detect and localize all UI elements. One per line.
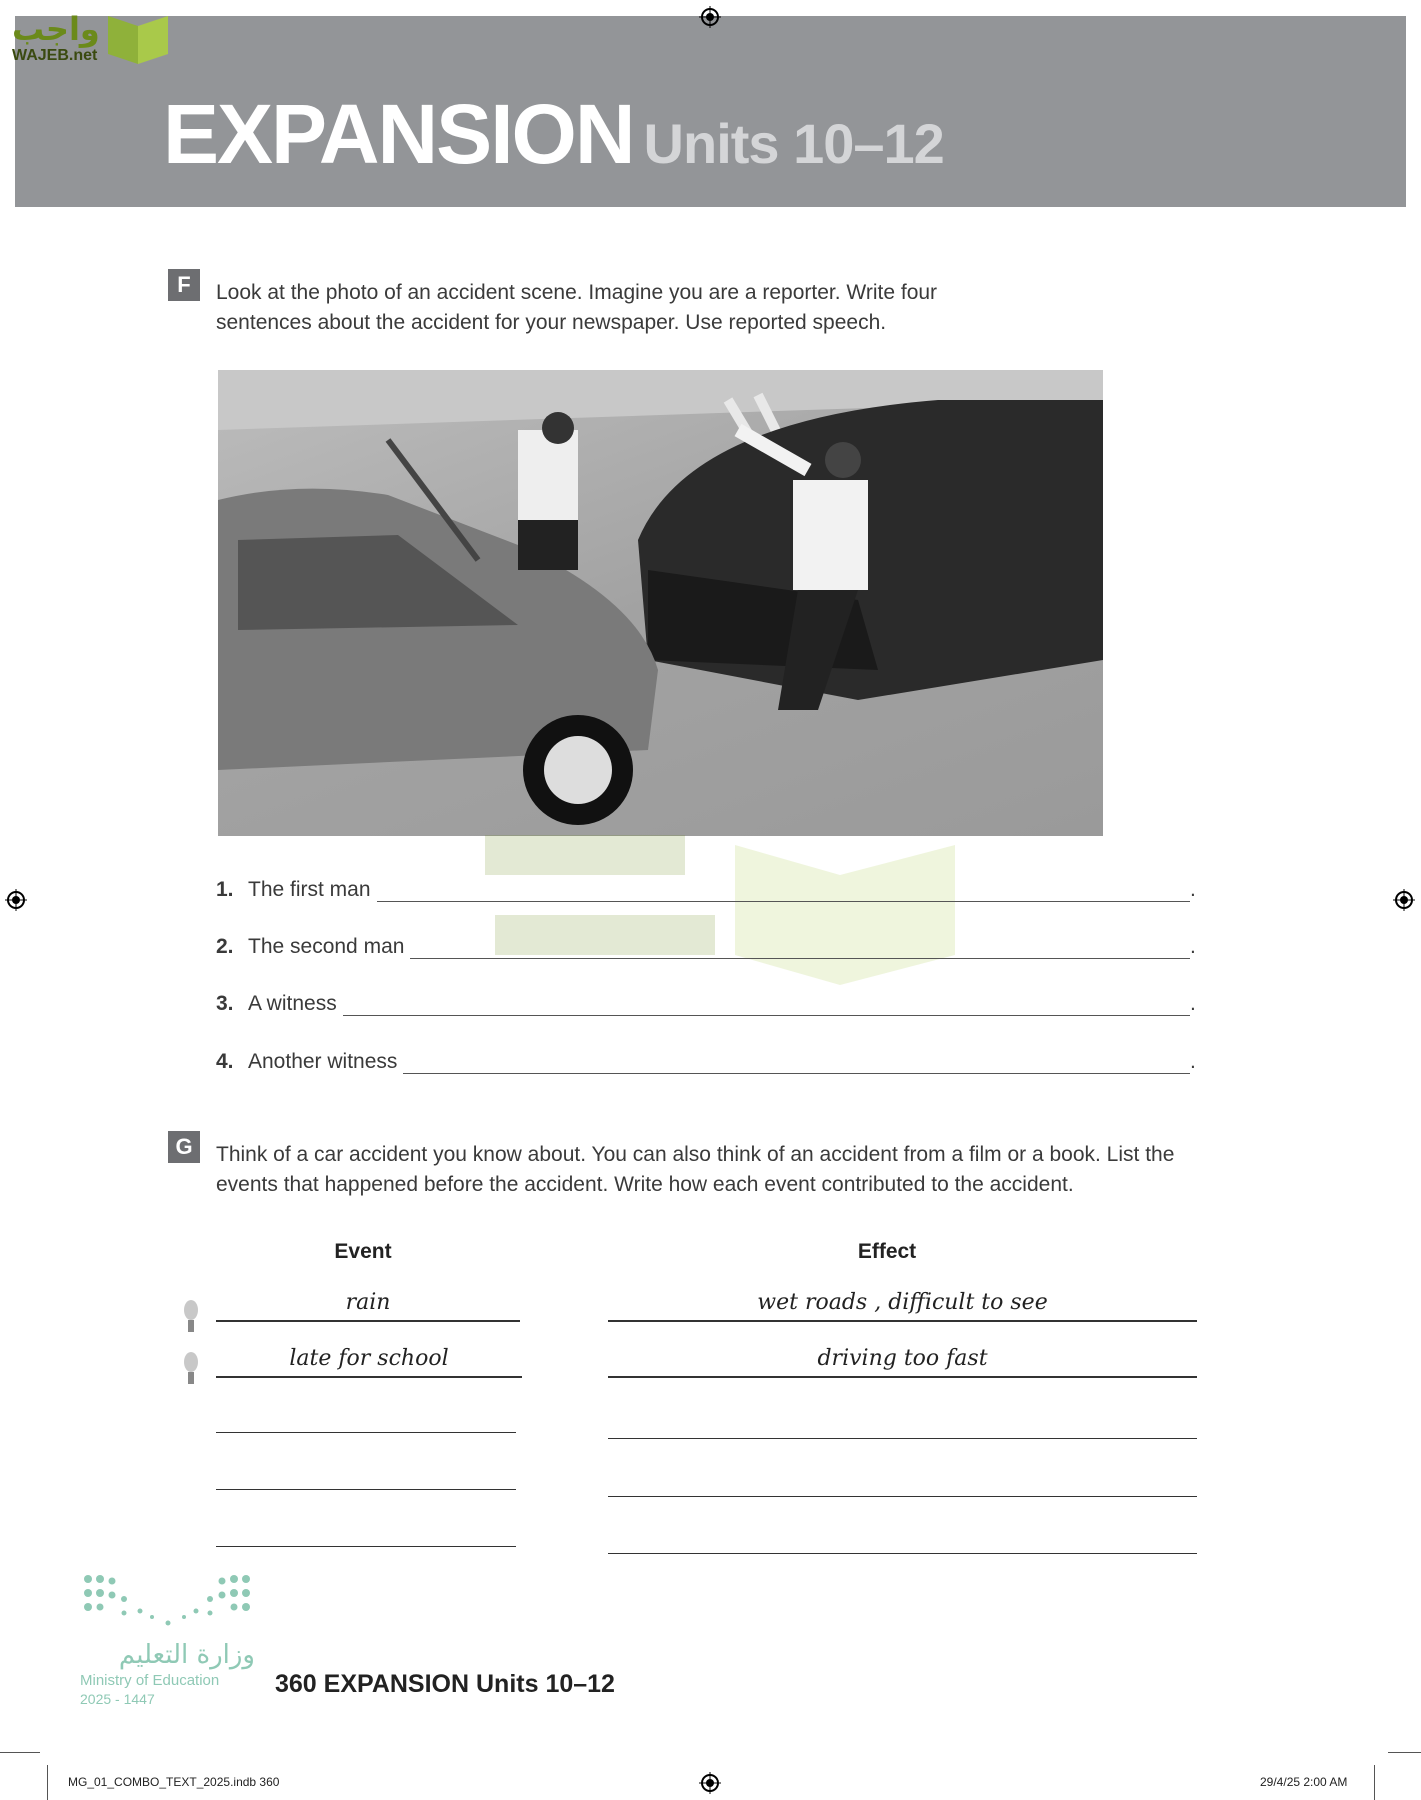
event-column-header: Event [334, 1240, 392, 1263]
wajeb-logo [10, 4, 190, 71]
crop-mark [1374, 1765, 1375, 1800]
answer-line-1[interactable] [377, 877, 1190, 902]
exercise-badge-f: F [168, 269, 200, 301]
lightbulb-icon [184, 1352, 198, 1386]
effect-field-5[interactable] [608, 1519, 1197, 1554]
registration-mark-icon [699, 1772, 721, 1799]
answer-line-3[interactable] [343, 991, 1190, 1016]
page-title: EXPANSION Units 10–12 [163, 87, 944, 181]
exercise-badge-g: G [168, 1131, 200, 1163]
crop-mark [0, 1752, 40, 1753]
ministry-name-ar: وزارة التعليم [118, 1640, 255, 1670]
ministry-logo [80, 1573, 260, 1707]
effect-column-header: Effect [857, 1240, 917, 1263]
sentence-item-3: 3. A witness . [216, 992, 1196, 1015]
event-field-2[interactable]: late for school [216, 1342, 522, 1378]
lightbulb-icon [184, 1300, 198, 1334]
registration-mark-icon [1393, 889, 1415, 916]
event-field-3[interactable] [216, 1398, 516, 1433]
exercise-g-instruction: Think of a car accident you know about. You can also think of an accident from a film or a book. List the events that happened before the accident. Write how each event contributed to the accident. [216, 1143, 1175, 1196]
sentence-item-4: 4. Another witness . [216, 1050, 1196, 1073]
effect-field-2[interactable]: driving too fast [608, 1342, 1197, 1378]
answer-line-2[interactable] [410, 934, 1190, 959]
wajeb-watermark [465, 815, 965, 990]
registration-mark-icon [699, 6, 721, 33]
event-field-4[interactable] [216, 1455, 516, 1490]
sentence-item-1: 1. The first man . [216, 878, 1196, 901]
exercise-f-instruction: Look at the photo of an accident scene. Imagine you are a reporter. Write four sentences about the accident for your newspaper. Use reported speech. [216, 281, 938, 334]
accident-photo [218, 370, 1103, 836]
crop-mark [47, 1765, 48, 1800]
ministry-year: 2025 - 1447 [80, 1691, 155, 1707]
slug-filename: MG_01_COMBO_TEXT_2025.indb 360 [68, 1775, 280, 1789]
ministry-name-en: Ministry of Education [80, 1672, 220, 1689]
svg-text:واجب: واجب [12, 10, 100, 48]
footer-page-title: 360 EXPANSION Units 10–12 [275, 1670, 615, 1698]
registration-mark-icon [5, 889, 27, 916]
effect-field-3[interactable] [608, 1404, 1197, 1439]
slug-timestamp: 29/4/25 2:00 AM [1260, 1775, 1348, 1789]
effect-field-4[interactable] [608, 1462, 1197, 1497]
event-field-5[interactable] [216, 1512, 516, 1547]
event-field-1[interactable]: rain [216, 1286, 520, 1322]
svg-text:WAJEB.net: WAJEB.net [12, 47, 98, 64]
effect-field-1[interactable]: wet roads , difficult to see [608, 1286, 1197, 1322]
answer-line-4[interactable] [403, 1049, 1190, 1074]
sentence-item-2: 2. The second man . [216, 935, 1196, 958]
crop-mark [1388, 1752, 1421, 1753]
